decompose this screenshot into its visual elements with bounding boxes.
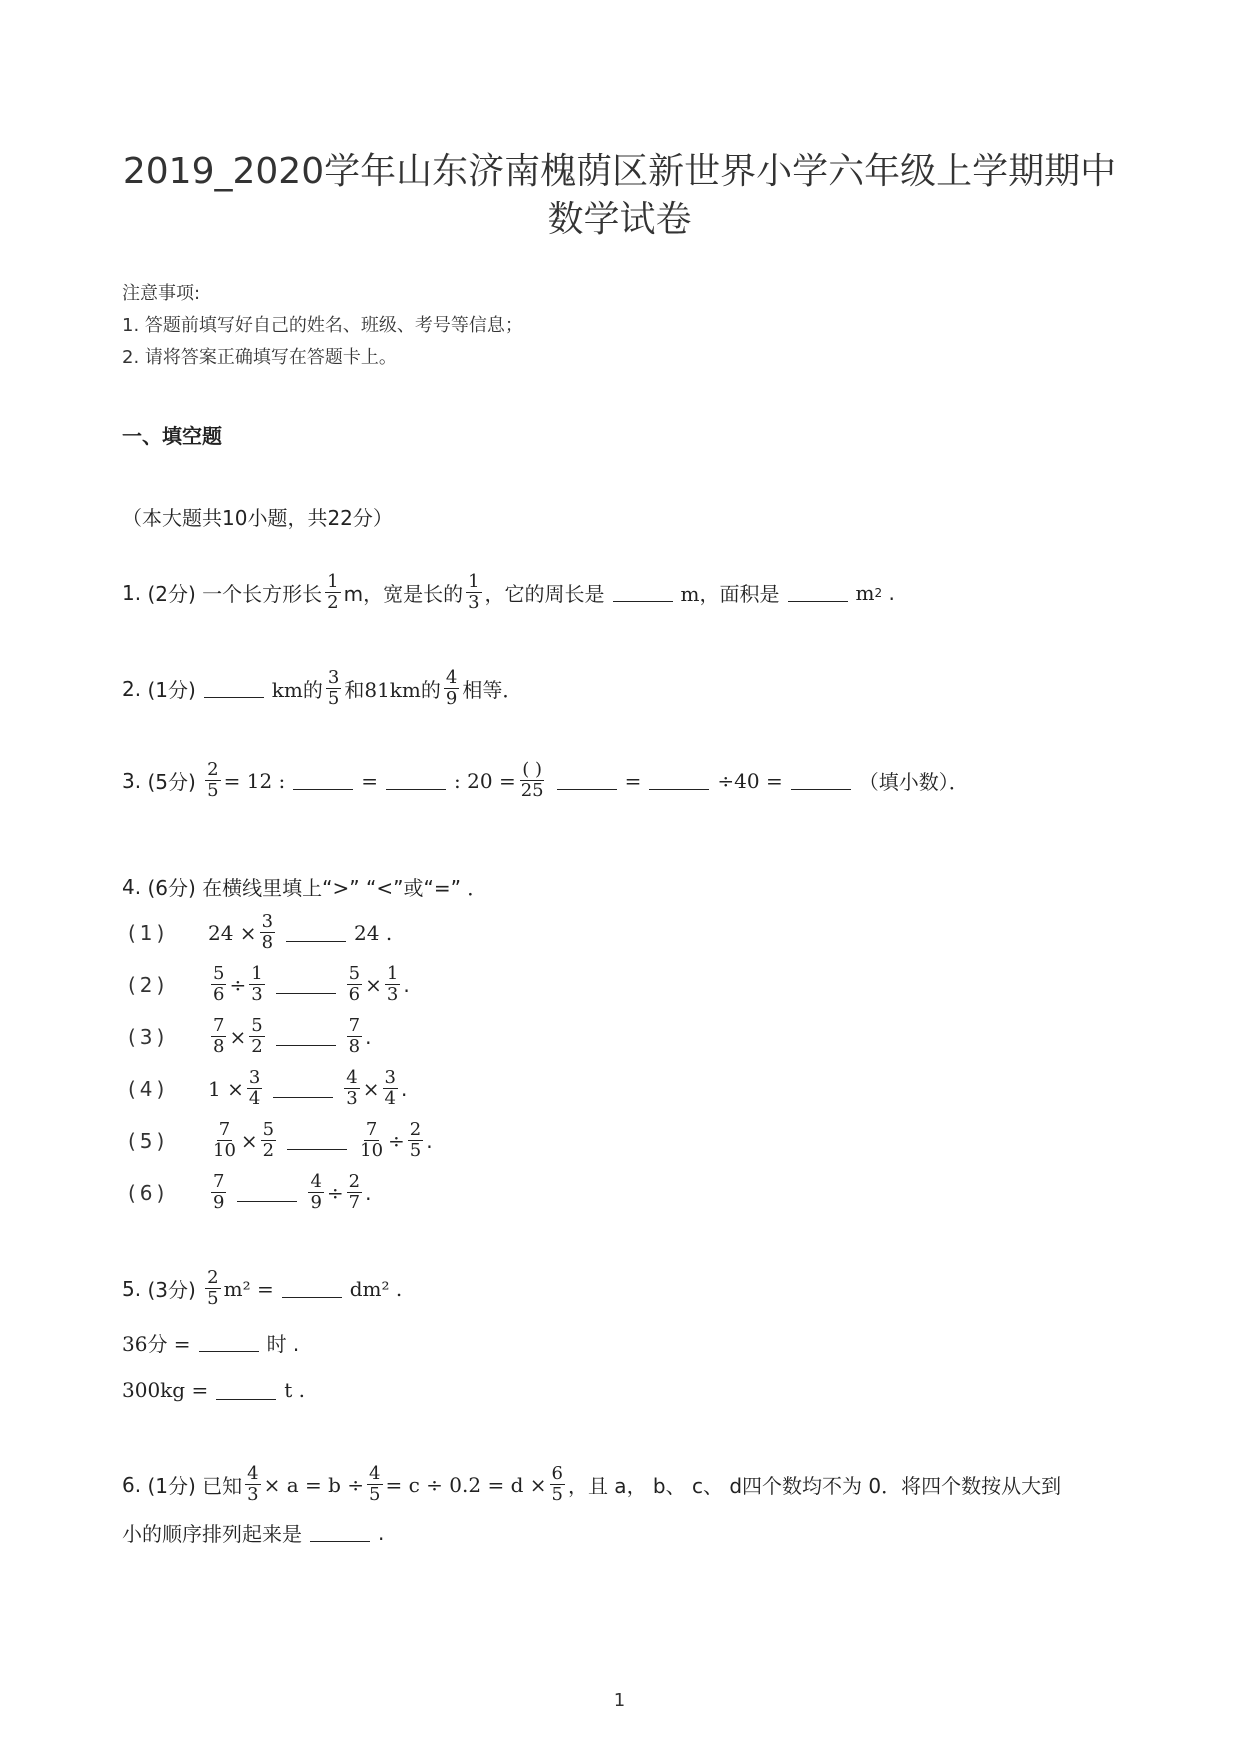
sub-label: (1) — [128, 920, 169, 945]
operator: × — [240, 1128, 258, 1153]
answer-blank[interactable] — [791, 771, 851, 790]
fraction: $\frac{1}{3}$ — [386, 963, 399, 1005]
operator: × — [229, 1024, 247, 1049]
q-end: . — [378, 1520, 385, 1545]
answer-blank[interactable] — [237, 1183, 297, 1202]
q-end: . — [888, 580, 895, 605]
sub-question-4 — [128, 1068, 407, 1109]
answer-blank[interactable] — [293, 771, 353, 790]
expr-end: . — [365, 1024, 372, 1049]
fraction: $\frac{7}{10}$ — [213, 1119, 236, 1161]
answer-blank[interactable] — [282, 1279, 342, 1298]
answer-blank[interactable] — [613, 583, 673, 602]
answer-blank[interactable] — [557, 771, 617, 790]
sub-question-6 — [128, 1172, 371, 1213]
answer-blank[interactable] — [788, 583, 848, 602]
expr: 36分 = — [122, 1332, 191, 1356]
expr: m² = — [223, 1276, 274, 1301]
sub-label: (4) — [128, 1076, 169, 1101]
expr: 时 . — [266, 1332, 300, 1356]
question-5 — [122, 1268, 402, 1309]
answer-blank[interactable] — [286, 923, 346, 942]
fraction: $\frac{2}{5}$ — [409, 1119, 422, 1161]
expr: dm² . — [349, 1276, 403, 1301]
answer-blank[interactable] — [273, 1079, 333, 1098]
q-text: ，它的周长是 — [484, 582, 605, 606]
operator: × — [365, 972, 382, 997]
fraction: $\frac{3}{8}$ — [261, 911, 274, 953]
expr: × a = b ÷ — [263, 1472, 365, 1497]
q-text: 在横线里填上“>” “<”或“=” ． — [202, 876, 488, 900]
expr: 24 × — [208, 920, 257, 945]
expr-end: . — [400, 1076, 408, 1101]
q-text: 相等． — [462, 678, 523, 702]
operator: ÷ — [388, 1128, 405, 1153]
fraction: $\frac{5}{2}$ — [251, 1015, 263, 1057]
q-points: (5分) — [147, 770, 196, 794]
fraction: $\frac{1}{2}$ — [327, 571, 339, 613]
operator: ÷ — [326, 1180, 344, 1205]
q-text: 小的顺序排列起来是 — [122, 1522, 302, 1546]
equation-part: : 20 = — [454, 768, 516, 793]
expr-end: . — [365, 1180, 372, 1205]
notes — [122, 278, 523, 374]
question-6-line-2 — [122, 1518, 384, 1547]
equation-part: ÷40 = — [717, 768, 783, 793]
question-2 — [122, 668, 522, 709]
question-3 — [122, 760, 969, 801]
q-number: 6. — [122, 1472, 142, 1497]
q-points: (3分) — [147, 1278, 196, 1302]
question-4 — [122, 872, 487, 901]
q-text: 和 — [344, 678, 365, 702]
expr: 1 × — [208, 1076, 244, 1101]
sub-label: (5) — [128, 1128, 169, 1153]
question-5-line-2 — [122, 1328, 299, 1357]
section-heading: 一、填空题 — [122, 424, 222, 448]
fraction: $\frac{7}{8}$ — [213, 1015, 225, 1057]
fraction: $\frac{6}{5}$ — [551, 1463, 563, 1505]
expr-end: . — [403, 972, 410, 997]
exam-title — [0, 148, 1239, 244]
q-number: 3. — [122, 768, 142, 793]
equation-part: = — [624, 768, 642, 793]
expr: = c ÷ 0.2 = d × — [385, 1472, 547, 1497]
expr: 24 . — [354, 920, 393, 945]
expr: t . — [284, 1378, 305, 1402]
q-number: 5. — [122, 1276, 142, 1301]
fraction: $\frac{3}{4}$ — [248, 1067, 261, 1109]
answer-blank[interactable] — [287, 1131, 347, 1150]
sub-question-1 — [128, 912, 392, 953]
q-points: (1分) — [147, 1474, 196, 1498]
answer-blank[interactable] — [199, 1333, 259, 1352]
fraction: $\frac{1}{3}$ — [251, 963, 263, 1005]
fraction: $\frac{4}{9}$ — [310, 1171, 322, 1213]
q-points: (2分) — [147, 582, 196, 606]
sub-question-3 — [128, 1016, 371, 1057]
q-end: （填小数）． — [858, 770, 969, 794]
answer-blank[interactable] — [276, 1027, 336, 1046]
notes-heading: 注意事项: — [122, 283, 201, 304]
q-text: ，且 a， b、 c、 d四个数均不为 0．将四个数按从大到 — [567, 1474, 1062, 1498]
q-text: 一个长方形长 — [202, 582, 323, 606]
equation-part: = 12 : — [223, 768, 286, 793]
question-6 — [122, 1464, 1061, 1505]
page-number: 1 — [613, 1690, 626, 1711]
question-1 — [122, 572, 895, 613]
superscript: 2 — [874, 585, 883, 600]
fraction: $\frac{( )}{25}$ — [520, 759, 544, 801]
fraction: $\frac{2}{7}$ — [348, 1171, 361, 1213]
q-points: (1分) — [147, 678, 196, 702]
q-text: 81km的 — [364, 678, 441, 702]
fraction: $\frac{5}{6}$ — [213, 963, 225, 1005]
title-line-1: 2019_2020学年山东济南槐荫区新世界小学六年级上学期期中 — [122, 151, 1117, 192]
q-number: 4. — [122, 874, 142, 899]
sub-label: (6) — [128, 1180, 169, 1205]
fraction: $\frac{2}{5}$ — [207, 1267, 219, 1309]
sub-label: (2) — [128, 972, 169, 997]
fraction: $\frac{4}{3}$ — [346, 1067, 358, 1109]
operator: ÷ — [229, 972, 247, 997]
fraction: $\frac{1}{3}$ — [468, 571, 480, 613]
sub-label: (3) — [128, 1024, 169, 1049]
title-line-2: 数学试卷 — [547, 199, 692, 240]
fraction: $\frac{5}{6}$ — [348, 963, 361, 1005]
unit: m — [855, 580, 875, 605]
sub-question-5 — [128, 1120, 433, 1161]
answer-blank[interactable] — [276, 975, 336, 994]
q-number: 1. — [122, 580, 142, 605]
q-text: 已知 — [202, 1474, 243, 1498]
fraction: $\frac{4}{9}$ — [445, 667, 458, 709]
section-info: （本大题共10小题，共22分） — [122, 506, 393, 530]
notes-item-1: 1. 答题前填写好自己的姓名、班级、考号等信息； — [122, 315, 523, 336]
fraction: $\frac{7}{10}$ — [360, 1119, 384, 1161]
answer-blank[interactable] — [204, 679, 264, 698]
q-points: (6分) — [147, 876, 196, 900]
fraction: $\frac{5}{2}$ — [262, 1119, 275, 1161]
answer-blank[interactable] — [386, 771, 446, 790]
q-text: m，宽是长的 — [343, 582, 464, 606]
answer-blank[interactable] — [649, 771, 709, 790]
expr: 300kg = — [122, 1378, 209, 1402]
sub-question-2 — [128, 964, 410, 1005]
equation-part: = — [361, 768, 379, 793]
fraction: $\frac{2}{5}$ — [207, 759, 219, 801]
question-5-line-3 — [122, 1378, 305, 1402]
notes-item-2: 2. 请将答案正确填写在答题卡上。 — [122, 347, 397, 368]
q-text: km的 — [271, 678, 323, 702]
operator: × — [362, 1076, 380, 1101]
fraction: $\frac{3}{5}$ — [327, 667, 340, 709]
fraction: $\frac{7}{9}$ — [213, 1171, 225, 1213]
fraction: $\frac{4}{3}$ — [247, 1463, 259, 1505]
q-number: 2. — [122, 676, 142, 701]
q-text: m，面积是 — [680, 582, 780, 606]
fraction: $\frac{4}{5}$ — [369, 1463, 381, 1505]
expr-end: . — [426, 1128, 433, 1153]
answer-blank[interactable] — [310, 1523, 370, 1542]
fraction: $\frac{7}{8}$ — [348, 1015, 361, 1057]
fraction: $\frac{3}{4}$ — [384, 1067, 396, 1109]
answer-blank[interactable] — [216, 1381, 276, 1400]
